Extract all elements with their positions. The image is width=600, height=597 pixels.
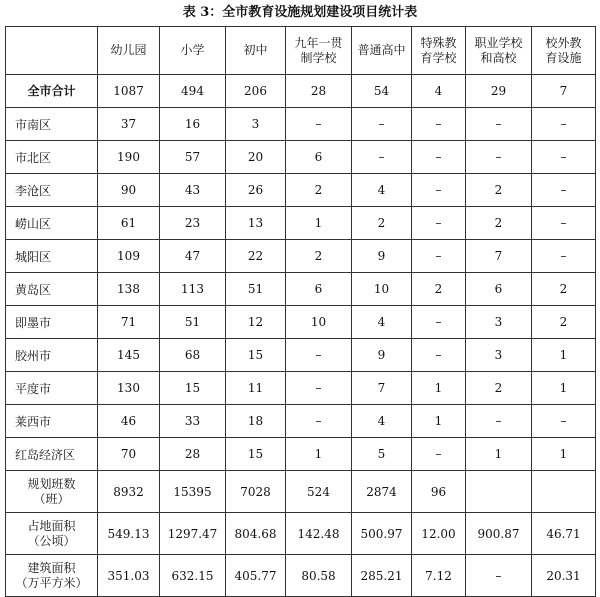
table-cell: 90: [98, 174, 160, 207]
table-cell: 1: [532, 438, 596, 471]
table-cell: 6: [466, 273, 532, 306]
row-label: 即墨市: [6, 306, 98, 339]
table-cell: 47: [160, 240, 226, 273]
table-cell: 57: [160, 141, 226, 174]
table-row: [6, 372, 596, 405]
table-cell: 11: [226, 372, 286, 405]
table-cell: 1087: [98, 75, 160, 108]
row-label: [6, 555, 98, 597]
table-cell: 46.71: [532, 513, 596, 555]
table-cell: 1297.47: [160, 513, 226, 555]
table-cell: 23: [160, 207, 226, 240]
row-label: 崂山区: [6, 207, 98, 240]
table-cell: 1: [532, 372, 596, 405]
table-cell: 61: [98, 207, 160, 240]
row-label-line: 规划班数: [27, 476, 76, 491]
row-label: 黄岛区: [6, 273, 98, 306]
table-cell: 4: [352, 306, 412, 339]
table-cell: [532, 471, 596, 513]
total-row: [6, 75, 596, 108]
table-cell: 29: [466, 75, 532, 108]
column-header: 校外教 育设施: [532, 27, 596, 75]
table-cell: 15: [226, 438, 286, 471]
table-cell: –: [412, 240, 466, 273]
table-cell: 12: [226, 306, 286, 339]
table-cell: –: [466, 141, 532, 174]
table-cell: 15: [226, 339, 286, 372]
education-facilities-table: [5, 26, 596, 597]
row-label: 红岛经济区: [6, 438, 98, 471]
table-cell: 1: [286, 207, 352, 240]
table-cell: 6: [286, 273, 352, 306]
table-row: [6, 141, 596, 174]
row-label: [6, 471, 98, 513]
column-header: 九年一贯 制学校: [286, 27, 352, 75]
table-cell: 2: [532, 273, 596, 306]
summary-row: [6, 471, 596, 513]
row-label-line: 占地面积: [27, 518, 76, 533]
table-cell: 2: [466, 207, 532, 240]
table-cell: 37: [98, 108, 160, 141]
table-cell: 9: [352, 339, 412, 372]
table-cell: 9: [352, 240, 412, 273]
table-cell: 206: [226, 75, 286, 108]
table-cell: –: [412, 207, 466, 240]
column-header: 幼儿园: [98, 27, 160, 75]
table-cell: 4: [352, 174, 412, 207]
table-title: 表 3：全市教育设施规划建设项目统计表: [182, 5, 418, 20]
table-cell: 3: [466, 339, 532, 372]
table-cell: 2: [466, 174, 532, 207]
table-cell: 190: [98, 141, 160, 174]
table-cell: 8932: [98, 471, 160, 513]
table-cell: 130: [98, 372, 160, 405]
table-cell: 51: [226, 273, 286, 306]
table-cell: 1: [466, 438, 532, 471]
table-cell: –: [286, 339, 352, 372]
column-header: 特殊教 育学校: [412, 27, 466, 75]
row-label: [6, 513, 98, 555]
table-cell: 2: [286, 240, 352, 273]
table-row: [6, 240, 596, 273]
table-cell: 54: [352, 75, 412, 108]
table-cell: 7: [352, 372, 412, 405]
table-cell: 804.68: [226, 513, 286, 555]
table-row: [6, 405, 596, 438]
row-label: 全市合计: [6, 75, 98, 108]
table-cell: –: [532, 405, 596, 438]
table-cell: 13: [226, 207, 286, 240]
column-header: 初中: [226, 27, 286, 75]
table-row: [6, 273, 596, 306]
table-cell: 2: [532, 306, 596, 339]
table-cell: 2: [466, 372, 532, 405]
table-cell: –: [532, 108, 596, 141]
table-row: [6, 438, 596, 471]
table-row: [6, 174, 596, 207]
table-cell: 900.87: [466, 513, 532, 555]
table-cell: 22: [226, 240, 286, 273]
table-cell: –: [532, 141, 596, 174]
table-row: [6, 207, 596, 240]
table-cell: –: [352, 141, 412, 174]
table-cell: 7.12: [412, 555, 466, 597]
table-cell: –: [412, 108, 466, 141]
table-cell: 285.21: [352, 555, 412, 597]
row-label: 市北区: [6, 141, 98, 174]
table-cell: 3: [466, 306, 532, 339]
table-cell: 351.03: [98, 555, 160, 597]
table-cell: 20.31: [532, 555, 596, 597]
row-label: 李沧区: [6, 174, 98, 207]
table-cell: 7: [466, 240, 532, 273]
table-cell: –: [412, 438, 466, 471]
table-cell: 70: [98, 438, 160, 471]
table-cell: –: [466, 405, 532, 438]
table-cell: 494: [160, 75, 226, 108]
table-cell: 5: [352, 438, 412, 471]
summary-row: [6, 513, 596, 555]
column-header: 普通高中: [352, 27, 412, 75]
table-cell: 4: [412, 75, 466, 108]
table-cell: 2: [412, 273, 466, 306]
table-cell: 12.00: [412, 513, 466, 555]
table-header-row: [6, 27, 596, 75]
row-label-line: （万平方米）: [15, 575, 88, 590]
table-cell: 43: [160, 174, 226, 207]
table-cell: 7028: [226, 471, 286, 513]
table-cell: 1: [532, 339, 596, 372]
table-cell: 2874: [352, 471, 412, 513]
row-label: 城阳区: [6, 240, 98, 273]
table-cell: 16: [160, 108, 226, 141]
table-cell: 15: [160, 372, 226, 405]
table-cell: –: [532, 174, 596, 207]
table-cell: [466, 471, 532, 513]
table-cell: 1: [412, 405, 466, 438]
table-cell: 2: [352, 207, 412, 240]
table-cell: 26: [226, 174, 286, 207]
table-cell: –: [466, 108, 532, 141]
table-cell: 15395: [160, 471, 226, 513]
table-row: [6, 306, 596, 339]
table-cell: 549.13: [98, 513, 160, 555]
table-cell: 3: [226, 108, 286, 141]
table-cell: 2: [286, 174, 352, 207]
table-cell: –: [412, 306, 466, 339]
table-cell: 10: [352, 273, 412, 306]
table-cell: –: [286, 372, 352, 405]
table-cell: –: [532, 207, 596, 240]
row-label-line: （公顷）: [27, 533, 76, 548]
column-header: 职业学校 和高校: [466, 27, 532, 75]
table-cell: 6: [286, 141, 352, 174]
table-cell: 10: [286, 306, 352, 339]
row-label-line: 建筑面积: [27, 560, 76, 575]
row-label: 平度市: [6, 372, 98, 405]
table-cell: 109: [98, 240, 160, 273]
table-cell: 28: [286, 75, 352, 108]
summary-row: [6, 555, 596, 597]
table-row: [6, 339, 596, 372]
table-cell: 80.58: [286, 555, 352, 597]
table-cell: 1: [286, 438, 352, 471]
header-corner: [6, 27, 98, 75]
table-cell: –: [286, 405, 352, 438]
table-cell: –: [286, 108, 352, 141]
table-cell: 113: [160, 273, 226, 306]
table-cell: 500.97: [352, 513, 412, 555]
table-cell: 145: [98, 339, 160, 372]
table-cell: 33: [160, 405, 226, 438]
table-row: [6, 108, 596, 141]
row-label-line: （班）: [33, 491, 70, 506]
table-cell: 632.15: [160, 555, 226, 597]
table-cell: 68: [160, 339, 226, 372]
column-header: 小学: [160, 27, 226, 75]
table-cell: 524: [286, 471, 352, 513]
table-cell: 1: [412, 372, 466, 405]
table-cell: 4: [352, 405, 412, 438]
table-cell: 142.48: [286, 513, 352, 555]
table-cell: –: [352, 108, 412, 141]
table-cell: 51: [160, 306, 226, 339]
table-cell: 138: [98, 273, 160, 306]
table-cell: 46: [98, 405, 160, 438]
row-label: 市南区: [6, 108, 98, 141]
row-label: 莱西市: [6, 405, 98, 438]
table-cell: –: [466, 555, 532, 597]
table-cell: 7: [532, 75, 596, 108]
table-cell: –: [532, 240, 596, 273]
table-cell: 405.77: [226, 555, 286, 597]
table-cell: 28: [160, 438, 226, 471]
table-cell: –: [412, 339, 466, 372]
table-cell: 96: [412, 471, 466, 513]
table-cell: –: [412, 174, 466, 207]
table-cell: 71: [98, 306, 160, 339]
row-label: 胶州市: [6, 339, 98, 372]
table-cell: 20: [226, 141, 286, 174]
table-cell: –: [412, 141, 466, 174]
table-cell: 18: [226, 405, 286, 438]
